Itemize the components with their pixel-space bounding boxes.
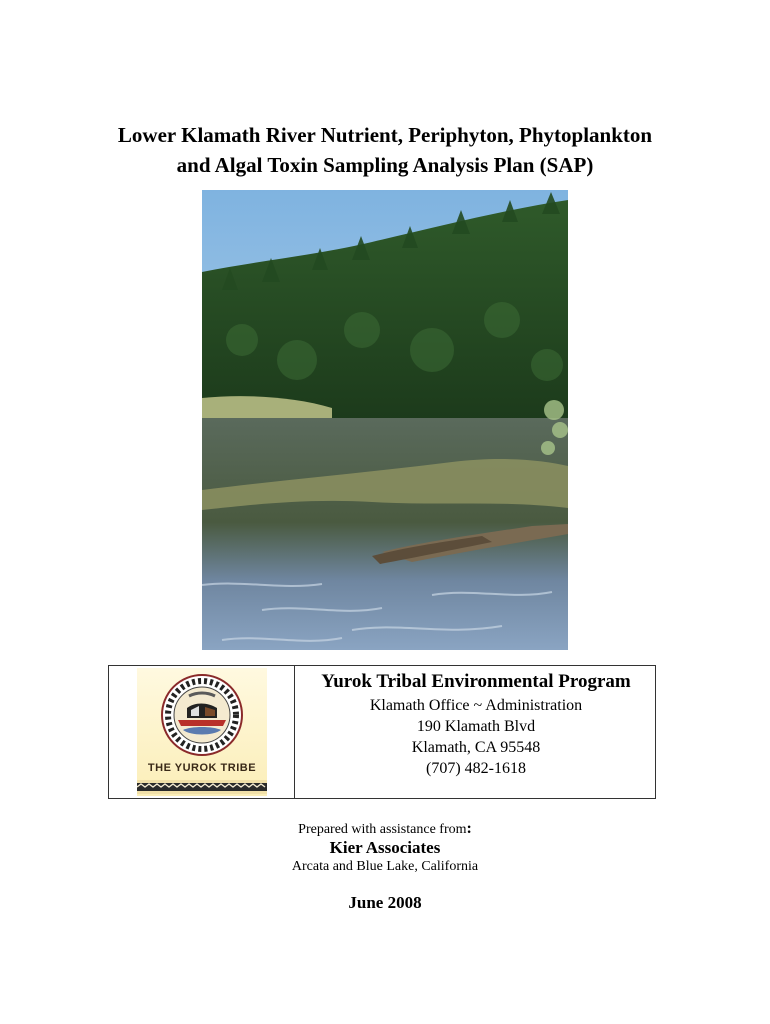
decorative-band-icon xyxy=(137,780,267,794)
program-info xyxy=(295,666,657,779)
program-info-box xyxy=(108,665,656,799)
phone-line: (707) 482-1618 xyxy=(426,760,526,777)
prepared-colon: : xyxy=(466,820,472,837)
logo-cell xyxy=(109,666,294,798)
program-name: Yurok Tribal Environmental Program xyxy=(321,671,631,692)
title-line-2: and Algal Toxin Sampling Analysis Plan (SAP) xyxy=(176,153,594,177)
river-photo xyxy=(202,190,568,650)
tribe-name-label: THE YUROK TRIBE xyxy=(147,762,257,774)
prepared-with-assistance xyxy=(0,820,770,838)
office-line: Klamath Office ~ Administration xyxy=(369,697,583,714)
address-line: 190 Klamath Blvd xyxy=(416,718,536,735)
document-date: June 2008 xyxy=(348,893,422,912)
title-line-1: Lower Klamath River Nutrient, Periphyton, Phytoplankton xyxy=(117,123,653,147)
document-title xyxy=(40,120,730,180)
city-line: Klamath, CA 95548 xyxy=(411,739,541,756)
organization-locations: Arcata and Blue Lake, California xyxy=(291,859,479,874)
yurok-tribe-seal-icon xyxy=(161,674,243,756)
assisting-organization: Kier Associates xyxy=(329,838,441,857)
prepared-label: Prepared with assistance from xyxy=(298,822,467,837)
